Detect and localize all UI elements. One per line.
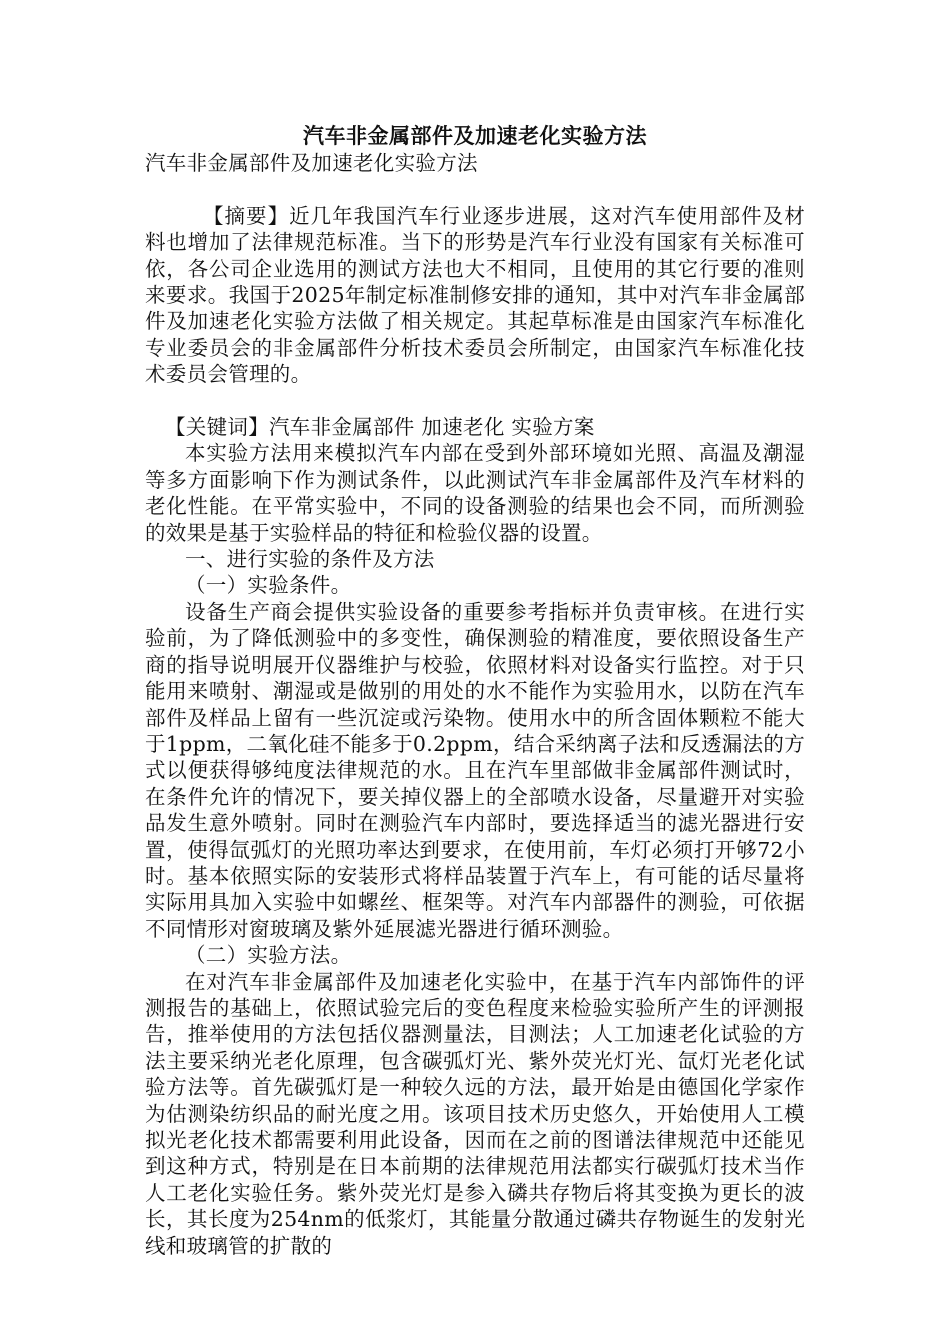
subsection-heading: （二）实验方法。 — [185, 943, 352, 968]
intro-paragraph: 本实验方法用来模拟汽车内部在受到外部环境如光照、高温及潮湿等多方面影响下作为测试条件，以此测试汽车非金属部件及汽车材料的老化性能。在平常实验中，不同的设备测验的结果也会不同，而所测验的效果是基于实验样品的特征和检验仪器的设置。 — [145, 441, 805, 545]
document-body — [145, 150, 805, 1259]
methods-paragraph: 在对汽车非金属部件及加速老化实验中，在基于汽车内部饰件的评测报告的基础上，依照试验完后的变色程度来检验实验所产生的评测报告，推举使用的方法包括仪器测量法，目测法；人工加速老化试验的方法主要采纳光老化原理，包含碳弧灯光、紫外荧光灯光、氙灯光老化试验方法等。首先碳弧灯是一种较久远的方法，最开始是由德国化学家作为估测染纺织品的耐光度之用。该项目技术历史悠久，开始使用人工模拟光老化技术都需要利用此设备，因而在之前的图谱法律规范中还能见到这种方式，特别是在日本前期的法律规范用法都实行碳弧灯技术当作人工老化实验任务。紫外荧光灯是参入磷共存物后将其变换为更长的波长，其长度为254nm的低浆灯，其能量分散通过磷共存物诞生的发射光线和玻璃管的扩散的 — [145, 969, 805, 1258]
abstract-paragraph: 【摘要】近几年我国汽车行业逐步进展，这对汽车使用部件及材料也增加了法律规范标准。当下的形势是汽车行业没有国家有关标准可依，各公司企业选用的测试方法也大不相同，且使用的其它行要的准则来要求。我国于2025年制定标准制修安排的通知，其中对汽车非金属部件及加速老化实验方法做了相关规定。其起草标准是由国家汽车标准化专业委员会的非金属部件分析技术委员会所制定，由国家汽车标准化技术委员会管理的。 — [145, 203, 805, 387]
blank-line — [145, 388, 805, 414]
section-heading: 一、进行实验的条件及方法 — [185, 547, 435, 572]
conditions-paragraph: 设备生产商会提供实验设备的重要参考指标并负责审核。在进行实验前，为了降低测验中的多变性，确保测验的精准度，要依照设备生产商的指导说明展开仪器维护与校验，依照材料对设备实行监控。对于只能用来喷射、潮湿或是做别的用处的水不能作为实验用水，以防在汽车部件及样品上留有一些沉淀或污染物。使用水中的所含固体颗粒不能大于1ppm，二氧化硅不能多于0.2ppm，结合采纳离子法和反透漏法的方式以便获得够纯度法律规范的水。且在汽车里部做非金属部件测试时，在条件允许的情况下，要关掉仪器上的全部喷水设备，尽量避开对实验品发生意外喷射。同时在测验汽车内部时，要选择适当的滤光器进行安置，使得氙弧灯的光照功率达到要求，在使用前，车灯必须打开够72小时。基本依照实际的安装形式将样品装置于汽车上，有可能的话尽量将实际用具加入实验中如螺丝、框架等。对汽车内部器件的测验，可依据不同情形对窗玻璃及紫外延展滤光器进行循环测验。 — [145, 599, 806, 941]
document-title: 汽车非金属部件及加速老化实验方法 — [303, 124, 647, 148]
document-subtitle: 汽车非金属部件及加速老化实验方法 — [145, 151, 478, 175]
subsection-heading: （一）实验条件。 — [185, 573, 352, 598]
keywords-line: 【关键词】汽车非金属部件 加速老化 实验方案 — [165, 415, 595, 440]
blank-line — [145, 176, 805, 202]
